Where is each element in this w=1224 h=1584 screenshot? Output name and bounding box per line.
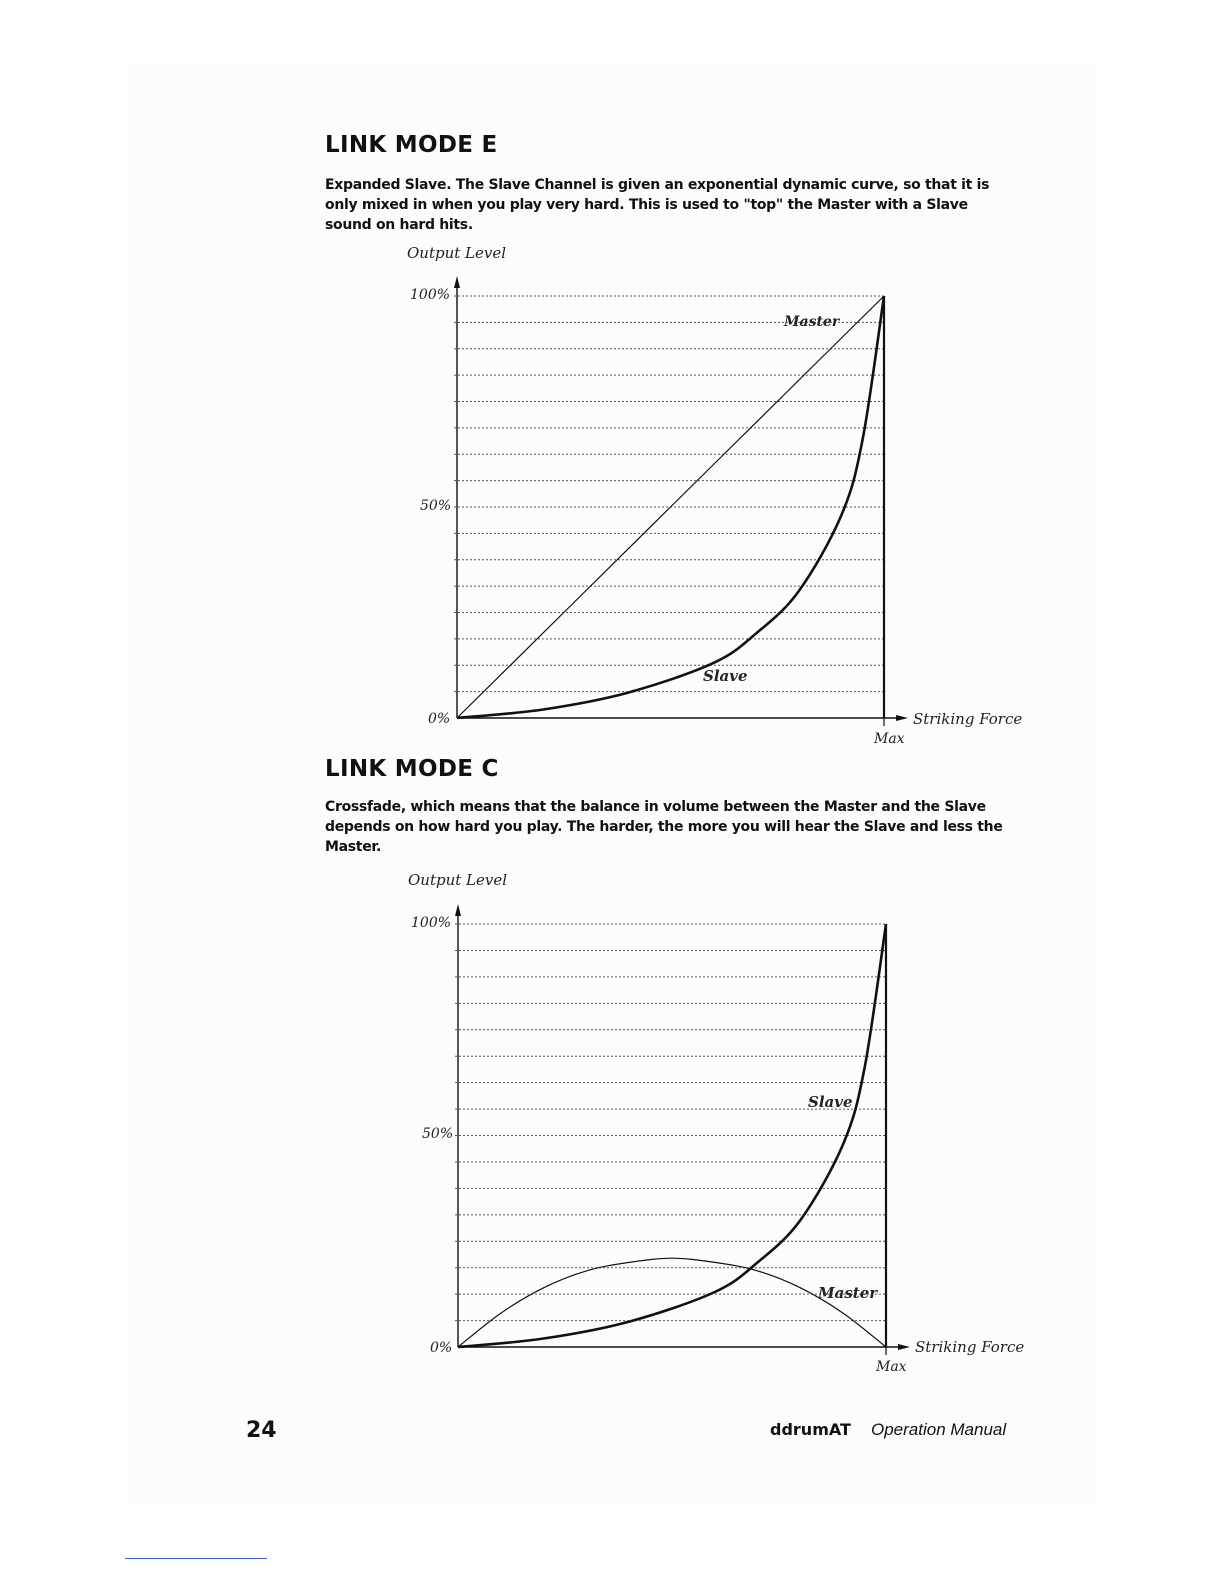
y-tick-label-50: 50% bbox=[420, 498, 452, 514]
x-tick-label-max: Max bbox=[874, 731, 905, 747]
x-axis-arrowhead bbox=[898, 1344, 910, 1350]
section-heading-link-mode-e: LINK MODE E bbox=[325, 132, 498, 158]
y-axis-arrowhead bbox=[454, 276, 460, 288]
y-tick-label-50: 50% bbox=[422, 1126, 454, 1142]
footer-manual-title: Operation Manual bbox=[871, 1420, 1007, 1439]
y-tick-label-100: 100% bbox=[410, 287, 451, 303]
chart-grid bbox=[455, 924, 886, 1321]
chart-grid bbox=[454, 296, 884, 692]
chart-link-mode-c bbox=[390, 868, 1030, 1378]
series-master-line bbox=[458, 1258, 886, 1347]
y-axis-arrowhead bbox=[455, 904, 461, 916]
y-tick-label-0: 0% bbox=[428, 711, 451, 727]
footer-product-name: ddrumAT bbox=[770, 1420, 851, 1439]
y-tick-label-0: 0% bbox=[430, 1340, 453, 1356]
x-axis-label: Striking Force bbox=[913, 710, 1023, 728]
chart-link-mode-e bbox=[390, 240, 1030, 750]
y-tick-label-100: 100% bbox=[411, 915, 452, 931]
series-label-master: Master bbox=[784, 314, 840, 330]
chart-ylabel: Output Level bbox=[408, 871, 508, 889]
series-label-slave: Slave bbox=[808, 1093, 853, 1111]
chart-ylabel: Output Level bbox=[407, 244, 507, 262]
section-heading-link-mode-c: LINK MODE C bbox=[325, 756, 499, 782]
section-body-link-mode-c: Crossfade, which means that the balance in volume between the Master and the Slave depends on how hard you play. The harder, the more you will hear the Slave and less the Master. bbox=[325, 799, 1003, 855]
x-axis-label: Striking Force bbox=[915, 1338, 1025, 1356]
x-axis-arrowhead bbox=[896, 715, 908, 721]
series-label-slave: Slave bbox=[703, 667, 748, 685]
bottom-rule bbox=[125, 1558, 267, 1559]
page-number: 24 bbox=[246, 1418, 277, 1443]
section-body-link-mode-e: Expanded Slave. The Slave Channel is given an exponential dynamic curve, so that it is only mixed in when you play very hard. This is used to "top" the Master with a Slave sound on hard hits. bbox=[325, 177, 990, 233]
x-tick-label-max: Max bbox=[876, 1359, 907, 1375]
series-label-master: Master bbox=[818, 1284, 878, 1302]
